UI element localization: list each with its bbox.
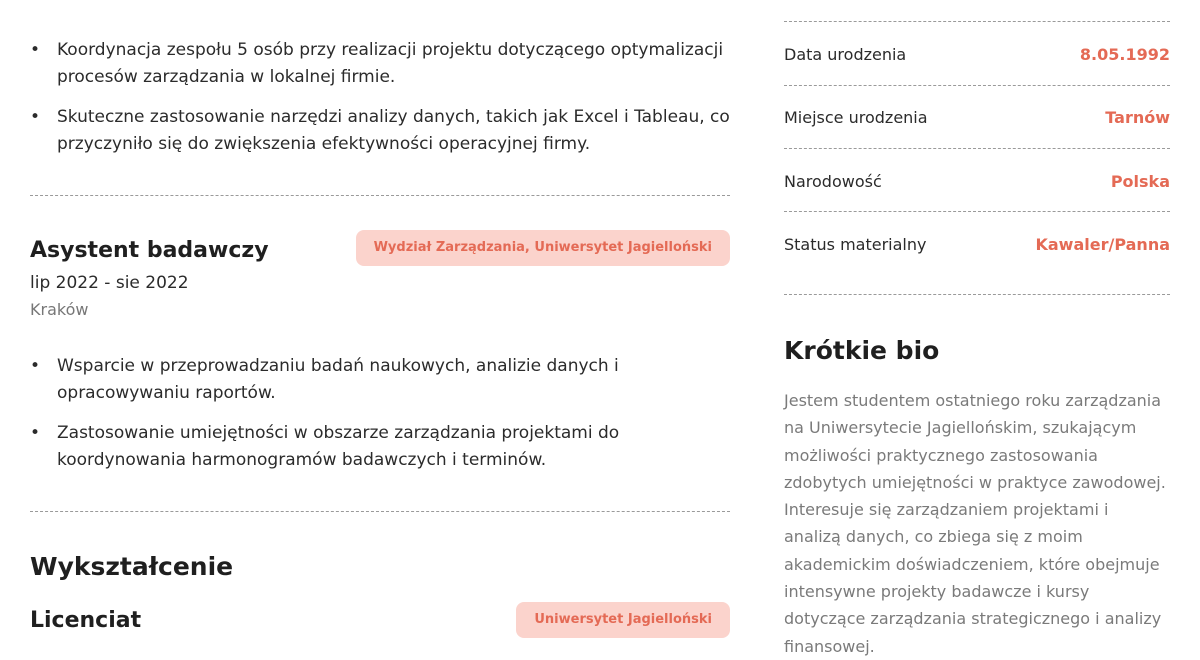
job-title: Asystent badawczy xyxy=(30,238,269,263)
info-row-nationality xyxy=(784,168,1170,196)
divider xyxy=(30,511,730,512)
info-row-birth-place xyxy=(784,104,1170,132)
info-row-marital-status xyxy=(784,231,1170,259)
list-item: • Wsparcie w przeprowadzaniu badań naukowych, analizie danych i opracowywaniu raportów. xyxy=(30,353,730,407)
info-label: Narodowość xyxy=(784,172,882,191)
info-label: Status materialny xyxy=(784,235,927,254)
degree-title: Licenciat xyxy=(30,608,142,633)
info-label: Data urodzenia xyxy=(784,45,907,64)
list-item: • Skuteczne zastosowanie narzędzi analizy danych, takich jak Excel i Tableau, co przyczyniło się do zwiększenia efektywności operacyjnej firmy. xyxy=(30,104,730,158)
divider xyxy=(784,21,1170,22)
job-location: Kraków xyxy=(30,300,89,319)
divider xyxy=(784,85,1170,86)
bio-text: Jestem studentem ostatniego roku zarządzania na Uniwersytecie Jagiellońskim, szukającym możliwości praktycznego zastosowania zdobytych umiejętności w praktyce zawodowej. Interesuje się zarządzaniem projektami i analizą danych, co zbiega się z moim akademickim doświadczeniem, które obejmuje intensywne projekty badawcze i kursy dotyczące zarządzania strategicznego i analizy finansowej. xyxy=(784,391,1166,656)
job1-bullets xyxy=(30,37,730,171)
job-dates: lip 2022 - sie 2022 xyxy=(30,273,189,293)
divider xyxy=(784,148,1170,149)
list-item: • Zastosowanie umiejętności w obszarze zarządzania projektami do koordynowania harmonogramów badawczych i terminów. xyxy=(30,420,730,474)
divider xyxy=(784,294,1170,295)
list-item: • Koordynacja zespołu 5 osób przy realizacji projektu dotyczącego optymalizacji procesów zarządzania w lokalnej firmie. xyxy=(30,37,730,91)
info-row-birth-date xyxy=(784,41,1170,69)
info-value: Kawaler/Panna xyxy=(1035,235,1170,254)
divider xyxy=(784,211,1170,212)
employer-badge: Wydział Zarządzania, Uniwersytet Jagielloński xyxy=(356,230,730,266)
education-section-title: Wykształcenie xyxy=(30,552,234,581)
bio-title: Krótkie bio xyxy=(784,336,940,365)
school-badge: Uniwersytet Jagielloński xyxy=(516,602,730,638)
info-label: Miejsce urodzenia xyxy=(784,108,928,127)
info-value: Tarnów xyxy=(1105,108,1170,127)
job2-bullets xyxy=(30,353,730,487)
divider xyxy=(30,195,730,196)
info-value: Polska xyxy=(1110,172,1170,191)
info-value: 8.05.1992 xyxy=(1079,45,1170,64)
